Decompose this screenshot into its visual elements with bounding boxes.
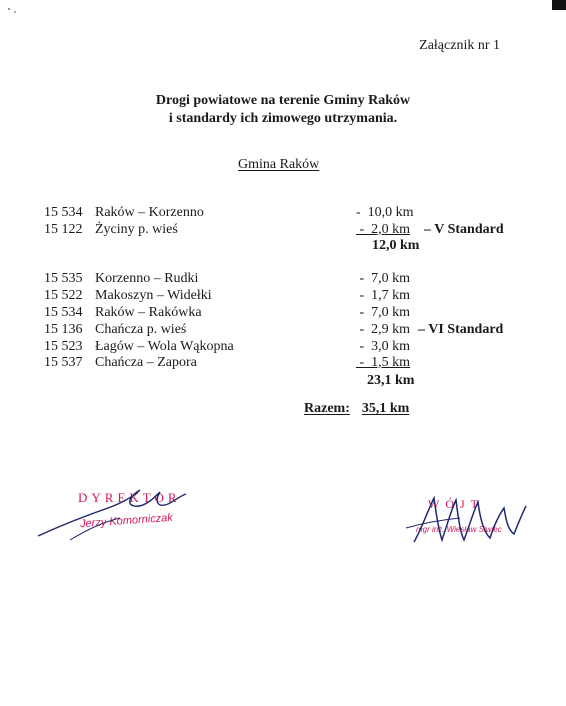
road-standard: – VI Standard bbox=[418, 322, 504, 337]
road-code: 15 523 bbox=[44, 339, 83, 354]
road-row bbox=[0, 205, 566, 222]
road-length: - 2,9 km bbox=[356, 322, 411, 337]
scan-bar-top-right bbox=[552, 0, 566, 10]
group2-subtotal: 23,1 km bbox=[367, 373, 415, 388]
scan-dots-top-left bbox=[6, 6, 20, 16]
road-route: Łagów – Wola Wąkopna bbox=[95, 339, 234, 354]
road-row bbox=[0, 355, 566, 372]
road-row bbox=[0, 271, 566, 288]
total-value: 35,1 km bbox=[361, 401, 410, 416]
road-route: Raków – Rakówka bbox=[95, 305, 202, 320]
road-length: - 7,0 km bbox=[356, 305, 411, 320]
road-row bbox=[0, 322, 566, 339]
road-length: - 1,5 km bbox=[356, 355, 411, 370]
road-length: - 10,0 km bbox=[356, 205, 414, 220]
grand-total bbox=[304, 401, 409, 417]
dyrektor-signature bbox=[30, 478, 210, 548]
road-row bbox=[0, 288, 566, 305]
road-code: 15 522 bbox=[44, 288, 83, 303]
document-title bbox=[0, 92, 566, 128]
title-line-1: Drogi powiatowe na terenie Gminy Raków bbox=[155, 93, 411, 108]
road-code: 15 534 bbox=[44, 305, 83, 320]
title-line-2: i standardy ich zimowego utrzymania. bbox=[168, 111, 398, 126]
road-row bbox=[0, 305, 566, 322]
road-standard: – V Standard bbox=[424, 222, 504, 237]
road-route: Życiny p. wieś bbox=[95, 222, 178, 237]
annex-label: Załącznik nr 1 bbox=[419, 38, 500, 53]
road-length: - 1,7 km bbox=[356, 288, 411, 303]
dyrektor-stamp-name: Jerzy Komorniczak bbox=[79, 511, 174, 531]
road-length: - 7,0 km bbox=[356, 271, 411, 286]
road-route: Chańcza p. wieś bbox=[95, 322, 187, 337]
road-code: 15 534 bbox=[44, 205, 83, 220]
dyrektor-stamp-title: DYREKTOR bbox=[78, 490, 181, 505]
gmina-heading: Gmina Raków bbox=[238, 157, 320, 172]
wojt-stamp-title: WÓJT bbox=[428, 497, 484, 511]
road-code: 15 537 bbox=[44, 355, 83, 370]
road-route: Chańcza – Zapora bbox=[95, 355, 197, 370]
wojt-stamp-name: mgr inż. Wiesław Siwiec bbox=[416, 525, 502, 534]
road-route: Makoszyn – Widełki bbox=[95, 288, 212, 303]
total-label: Razem: bbox=[304, 401, 350, 416]
road-code: 15 535 bbox=[44, 271, 83, 286]
wojt-signature bbox=[400, 488, 540, 554]
road-route: Raków – Korzenno bbox=[95, 205, 204, 220]
road-row bbox=[0, 222, 566, 239]
road-route: Korzenno – Rudki bbox=[95, 271, 199, 286]
road-length: - 2,0 km bbox=[356, 222, 411, 237]
road-code: 15 122 bbox=[44, 222, 83, 237]
group1-subtotal: 12,0 km bbox=[372, 238, 420, 253]
road-code: 15 136 bbox=[44, 322, 83, 337]
road-length: - 3,0 km bbox=[356, 339, 411, 354]
road-row bbox=[0, 339, 566, 356]
